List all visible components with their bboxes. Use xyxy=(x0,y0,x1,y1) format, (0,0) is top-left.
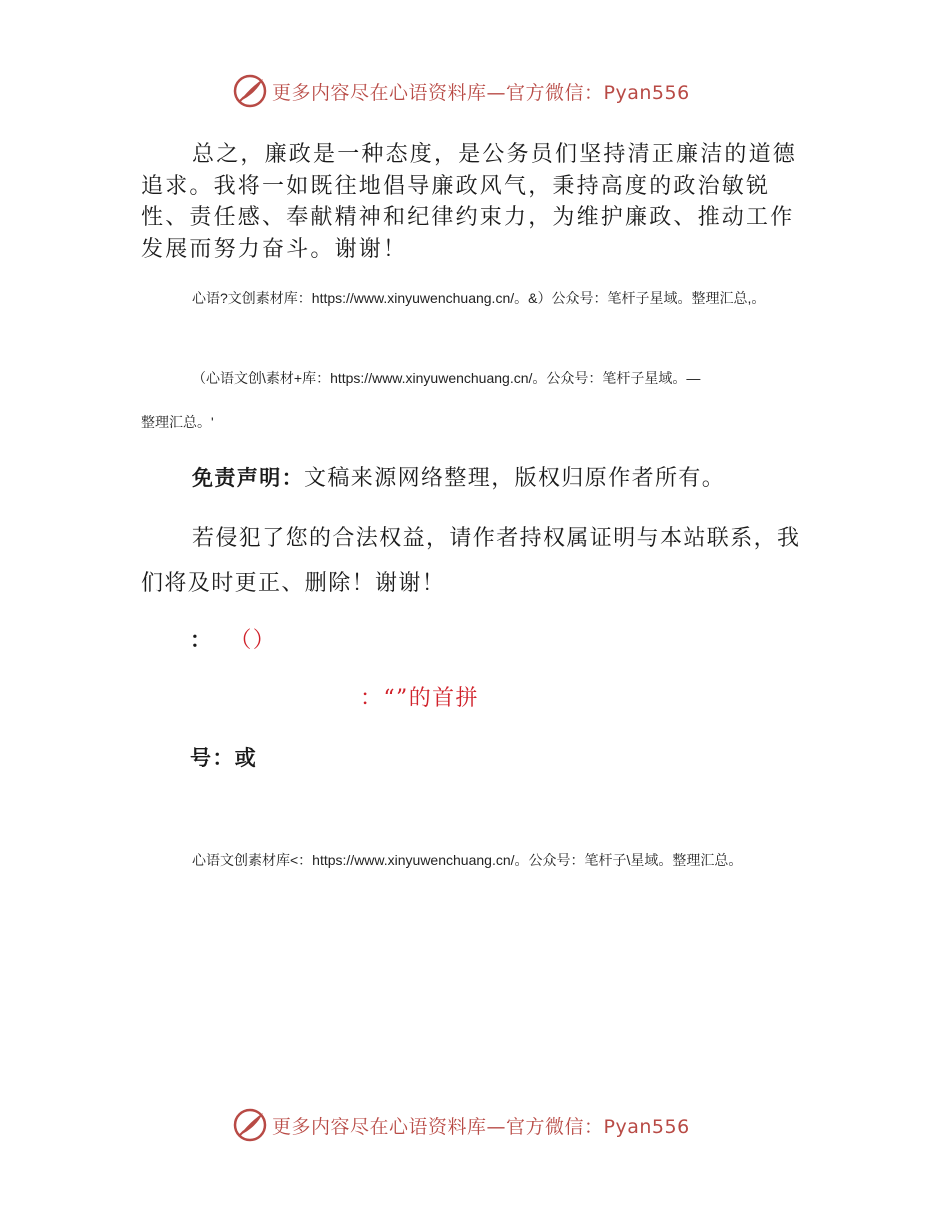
banner-wechat-id: Pyan556 xyxy=(603,81,690,104)
banner-separator: — xyxy=(486,1115,507,1138)
banner-title: 更多内容尽在心语资料库 xyxy=(272,1115,487,1138)
disclaimer-label: 免责声明： xyxy=(192,466,304,490)
pinyin-line: ：“”的首拼 xyxy=(360,686,479,711)
watermark-line-2b: 整理汇总。' xyxy=(141,414,214,430)
watermark-line-1: 心语?文创素材库：https://www.xinyuwenchuang.cn/。&）公众号：笔杆子星域。整理汇总,。 xyxy=(192,290,766,306)
banner-wechat-label: 官方微信： xyxy=(506,1115,604,1138)
banner-wechat-id: Pyan556 xyxy=(603,1115,690,1138)
banner-title: 更多内容尽在心语资料库 xyxy=(272,81,487,104)
footer-banner xyxy=(232,1105,732,1145)
feather-quill-icon xyxy=(232,73,268,109)
colon-label: ： xyxy=(190,628,213,652)
colon-paren-line xyxy=(190,619,390,662)
number-line: 号：或 xyxy=(190,746,258,770)
feather-quill-icon xyxy=(232,1107,268,1143)
header-banner xyxy=(232,71,732,111)
banner-wechat-label: 官方微信： xyxy=(506,81,604,104)
paren-text: （） xyxy=(240,628,277,653)
watermark-line-3: 心语文创素材库<：https://www.xinyuwenchuang.cn/。公众号：笔杆子\星域。整理汇总。 xyxy=(192,852,743,868)
watermark-line-2a: （心语文创\素材+库：https://www.xinyuwenchuang.cn/。公众号：笔杆子星域。— xyxy=(192,370,701,386)
disclaimer-paragraph xyxy=(141,457,813,500)
conclusion-paragraph: 总之，廉政是一种态度，是公务员们坚持清正廉洁的道德追求。我将一如既往地倡导廉政风气，秉持高度的政治敏锐性、责任感、奉献精神和纪律约束力，为维护廉政、推动工作发展而努力奋斗。谢谢！ xyxy=(141,142,798,262)
infringement-paragraph: 若侵犯了您的合法权益，请作者持权属证明与本站联系，我们将及时更正、删除！谢谢！ xyxy=(141,526,801,596)
banner-separator: — xyxy=(486,81,507,104)
disclaimer-text: 文稿来源网络整理，版权归原作者所有。 xyxy=(304,466,726,491)
